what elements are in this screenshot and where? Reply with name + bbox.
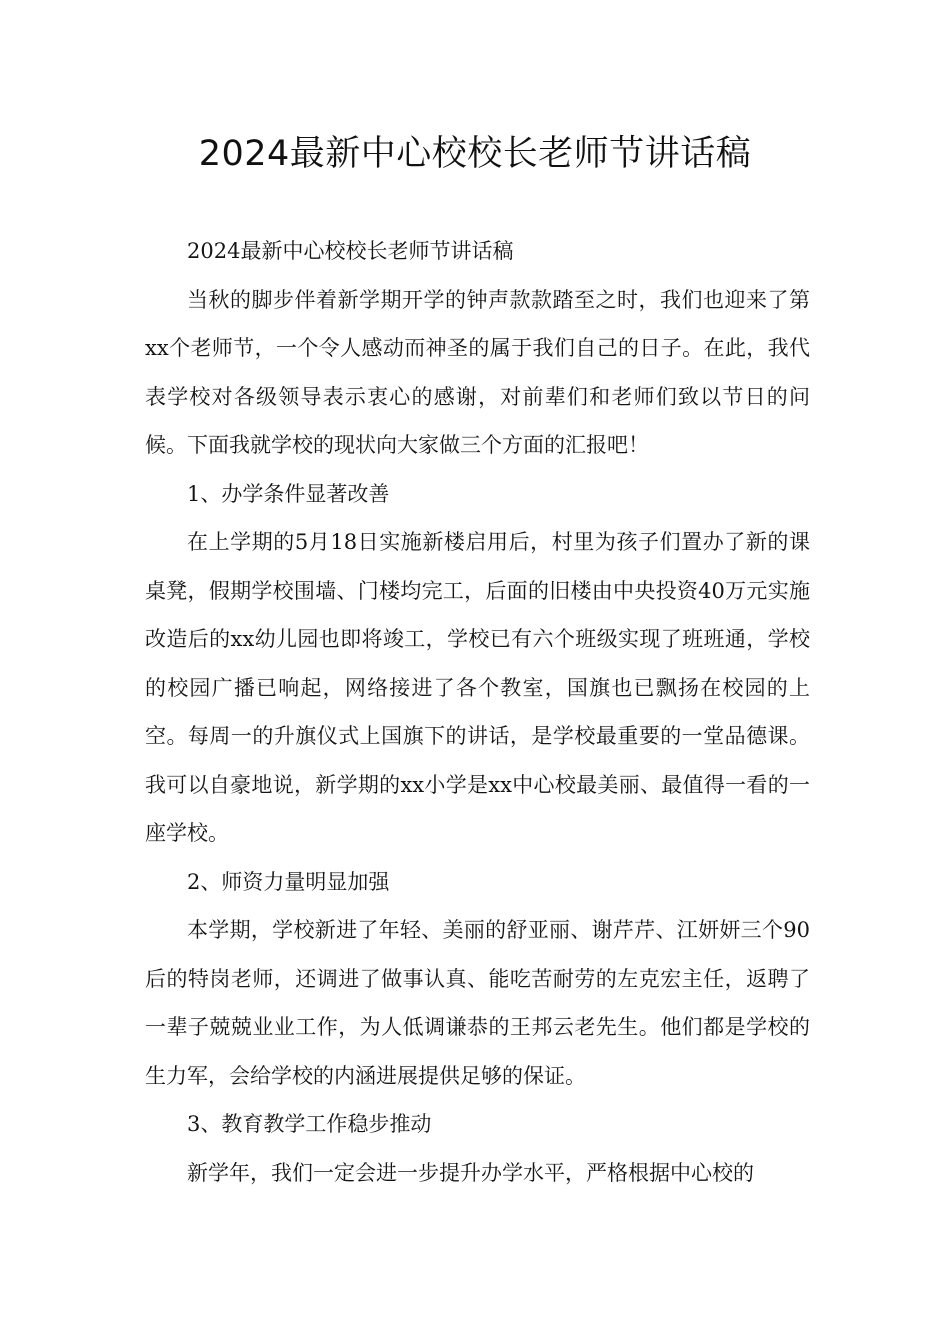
section-heading-1: 1、办学条件显著改善 [187,481,390,506]
document-title: 2024最新中心校校长老师节讲话稿 [198,134,752,174]
subtitle-paragraph: 2024最新中心校校长老师节讲话稿 [187,239,514,263]
intro-paragraph: 当秋的脚步伴着新学期开学的钟声款款踏至之时，我们也迎来了第xx个老师节，一个令人感动而神圣的属于我们自己的日子。在此，我代表学校对各级领导表示衷心的感谢，对前辈们和老师们致以节日的问候。下面我就学校的现状向大家做三个方面的汇报吧！ [145,287,810,457]
section-paragraph-3: 新学年，我们一定会进一步提升办学水平，严格根据中心校的 [187,1160,754,1185]
section-paragraph-1: 在上学期的5月18日实施新楼启用后，村里为孩子们置办了新的课桌凳，假期学校围墙、门楼均完工，后面的旧楼由中央投资40万元实施改造后的xx幼儿园也即将竣工，学校已有六个班级实现了班班通，学校的校园广播已响起，网络接进了各个教室，国旗也已飘扬在校园的上空。每周一的升旗仪式上国旗下的讲话，是学校最重要的一堂品德课。我可以自豪地说，新学期的xx小学是xx中心校最美丽、最值得一看的一座学校。 [145,530,810,845]
section-heading-3: 3、教育教学工作稳步推动 [187,1112,432,1136]
section-paragraph-2: 本学期，学校新进了年轻、美丽的舒亚丽、谢芹芹、江妍妍三个90后的特岗老师，还调进了做事认真、能吃苦耐劳的左克宏主任，返聘了一辈子兢兢业业工作，为人低调谦恭的王邦云老先生。他们都是学校的生力军，会给学校的内涵进展提供足够的保证。 [145,918,810,1088]
document-body [145,227,810,1197]
section-heading-2: 2、师资力量明显加强 [187,869,390,894]
